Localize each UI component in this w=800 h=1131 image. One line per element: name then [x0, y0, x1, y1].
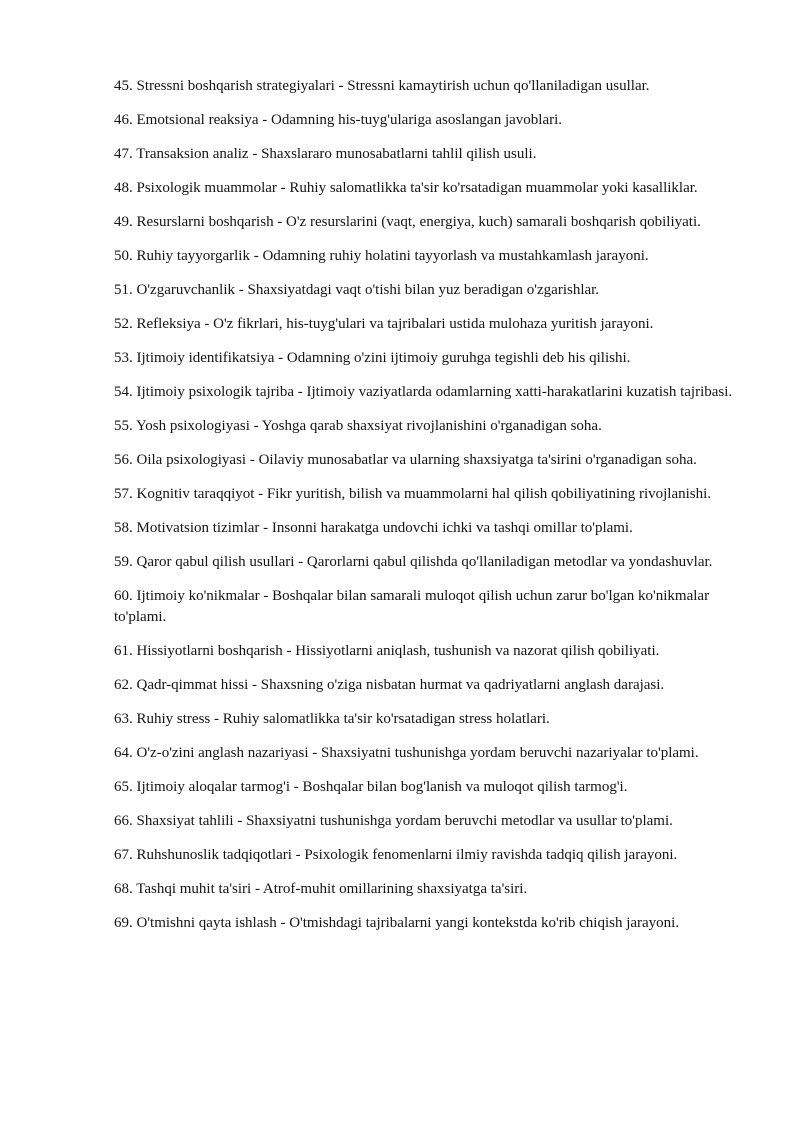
glossary-entry-47: 47. Transaksion analiz - Shaxslararo munosabatlarni tahlil qilish usuli.	[114, 146, 537, 162]
glossary-entry-67: 67. Ruhshunoslik tadqiqotlari - Psixologik fenomenlarni ilmiy ravishda tadqiq qilish jarayoni.	[114, 847, 678, 863]
glossary-entry-46: 46. Emotsional reaksiya - Odamning his-tuyg'ulariga asoslangan javoblari.	[114, 112, 563, 128]
glossary-entry-50: 50. Ruhiy tayyorgarlik - Odamning ruhiy holatini tayyorlash va mustahkamlash jarayoni.	[114, 248, 649, 264]
glossary-list	[114, 76, 750, 947]
glossary-entry-55: 55. Yosh psixologiyasi - Yoshga qarab shaxsiyat rivojlanishini o'rganadigan soha.	[114, 418, 602, 434]
glossary-entry-60: 60. Ijtimoiy ko'nikmalar - Boshqalar bilan samarali muloqot qilish uchun zarur bo'lgan ko'nikmalar to'plami.	[114, 588, 710, 625]
glossary-entry-66: 66. Shaxsiyat tahlili - Shaxsiyatni tushunishga yordam beruvchi metodlar va usullar to'plami.	[114, 813, 673, 829]
glossary-entry-63: 63. Ruhiy stress - Ruhiy salomatlikka ta'sir ko'rsatadigan stress holatlari.	[114, 711, 550, 727]
glossary-entry-61: 61. Hissiyotlarni boshqarish - Hissiyotlarni aniqlash, tushunish va nazorat qilish qobiliyati.	[114, 643, 660, 659]
glossary-entry-57: 57. Kognitiv taraqqiyot - Fikr yuritish, bilish va muammolarni hal qilish qobiliyatining rivojlanishi.	[114, 486, 712, 502]
glossary-entry-64: 64. O'z-o'zini anglash nazariyasi - Shaxsiyatni tushunishga yordam beruvchi nazariyalar to'plami.	[114, 745, 699, 761]
glossary-entry-62: 62. Qadr-qimmat hissi - Shaxsning o'ziga nisbatan hurmat va qadriyatlarni anglash darajasi.	[114, 677, 665, 693]
glossary-entry-69: 69. O'tmishni qayta ishlash - O'tmishdagi tajribalarni yangi kontekstda ko'rib chiqish jarayoni.	[114, 915, 680, 931]
glossary-entry-51: 51. O'zgaruvchanlik - Shaxsiyatdagi vaqt o'tishi bilan yuz beradigan o'zgarishlar.	[114, 282, 600, 298]
glossary-entry-49: 49. Resurslarni boshqarish - O'z resurslarini (vaqt, energiya, kuch) samarali boshqarish qobiliyati.	[114, 214, 701, 230]
glossary-entry-65: 65. Ijtimoiy aloqalar tarmog'i - Boshqalar bilan bog'lanish va muloqot qilish tarmog'i.	[114, 779, 628, 795]
glossary-entry-45: 45. Stressni boshqarish strategiyalari - Stressni kamaytirish uchun qo'llaniladigan usullar.	[114, 78, 650, 94]
glossary-entry-59: 59. Qaror qabul qilish usullari - Qarorlarni qabul qilishda qo'llaniladigan metodlar va yondashuvlar.	[114, 554, 713, 570]
glossary-entry-52: 52. Refleksiya - O'z fikrlari, his-tuyg'ulari va tajribalari ustida mulohaza yuritish jarayoni.	[114, 316, 654, 332]
glossary-entry-56: 56. Oila psixologiyasi - Oilaviy munosabatlar va ularning shaxsiyatga ta'sirini o'rganadigan soha.	[114, 452, 697, 468]
glossary-entry-68: 68. Tashqi muhit ta'siri - Atrof-muhit omillarining shaxsiyatga ta'siri.	[114, 881, 528, 897]
glossary-entry-48: 48. Psixologik muammolar - Ruhiy salomatlikka ta'sir ko'rsatadigan muammolar yoki kasalliklar.	[114, 180, 698, 196]
glossary-entry-58: 58. Motivatsion tizimlar - Insonni harakatga undovchi ichki va tashqi omillar to'plami.	[114, 520, 633, 536]
glossary-entry-54: 54. Ijtimoiy psixologik tajriba - Ijtimoiy vaziyatlarda odamlarning xatti-harakatlarini kuzatish tajribasi.	[114, 384, 733, 400]
glossary-entry-53: 53. Ijtimoiy identifikatsiya - Odamning o'zini ijtimoiy guruhga tegishli deb his qilishi.	[114, 350, 631, 366]
